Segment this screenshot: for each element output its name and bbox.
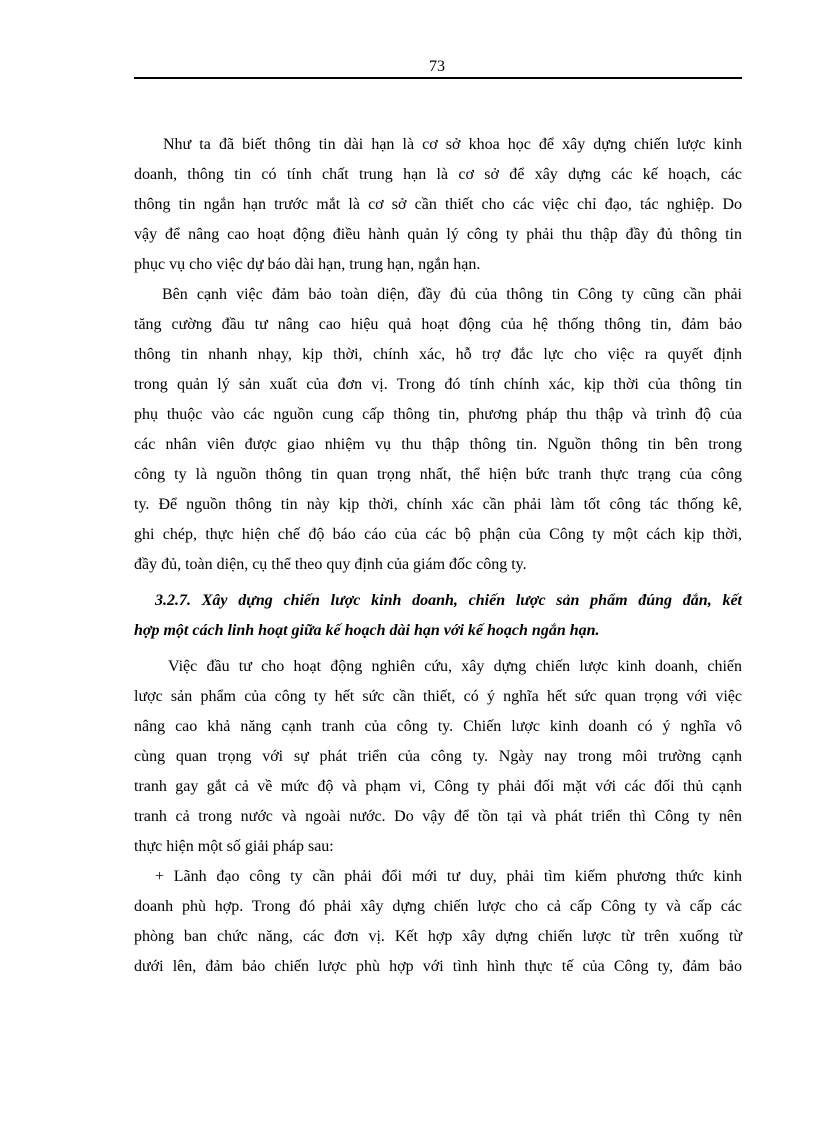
paragraph-2	[134, 280, 742, 580]
paragraph-3	[134, 652, 742, 862]
text-line: trong quản lý sản xuất của đơn vị. Trong đó tính chính xác, kịp thời của thông tin	[134, 376, 742, 393]
page-number: 73	[429, 58, 445, 75]
text-line: phòng ban chức năng, các đơn vị. Kết hợp xây dựng chiến lược từ trên xuống từ	[134, 928, 742, 945]
text-line: các nhân viên được giao nhiệm vụ thu thập thông tin. Nguồn thông tin bên trong	[134, 436, 742, 453]
text-line: ty. Để nguồn thông tin này kịp thời, chính xác cần phải làm tốt công tác thống kê,	[134, 496, 742, 513]
text-line: thông tin ngắn hạn trước mắt là cơ sở cần thiết cho các việc chỉ đạo, tác nghiệp. Do	[134, 196, 742, 213]
text-line: dưới lên, đảm bảo chiến lược phù hợp với tình hình thực tế của Công ty, đảm bảo	[134, 958, 742, 975]
text-line: ghi chép, thực hiện chế độ báo cáo của các bộ phận của Công ty một cách kịp thời,	[134, 526, 742, 543]
text-line: tranh gay gắt cả về mức độ và phạm vi, Công ty phải đối mặt với các đối thủ cạnh	[134, 778, 742, 795]
text-line: doanh, thông tin có tính chất trung hạn là cơ sở để xây dựng các kế hoạch, các	[134, 166, 742, 183]
section-heading	[134, 586, 742, 646]
text-line: công ty là nguồn thông tin quan trọng nhất, thể hiện bức tranh thực trạng của công	[134, 466, 742, 483]
text-line: Việc đầu tư cho hoạt động nghiên cứu, xây dựng chiến lược kinh doanh, chiến	[168, 658, 742, 675]
text-line: thực hiện một số giải pháp sau:	[134, 838, 334, 855]
heading-line: hợp một cách linh hoạt giữa kế hoạch dài hạn với kế hoạch ngắn hạn.	[134, 622, 600, 639]
text-line: doanh phù hợp. Trong đó phải xây dựng chiến lược cho cả cấp Công ty và cấp các	[134, 898, 742, 915]
text-line: phục vụ cho việc dự báo dài hạn, trung hạn, ngắn hạn.	[134, 256, 481, 273]
text-line: Bên cạnh việc đảm bảo toàn diện, đầy đủ của thông tin Công ty cũng cần phải	[162, 286, 742, 303]
text-line: tranh cả trong nước và ngoài nước. Do vậy để tồn tại và phát triển thì Công ty nên	[134, 808, 742, 825]
paragraph-1	[134, 130, 742, 280]
heading-line: 3.2.7. Xây dựng chiến lược kinh doanh, chiến lược sản phẩm đúng đắn, kết	[155, 592, 742, 609]
text-line: lược sản phẩm của công ty hết sức cần thiết, có ý nghĩa hết sức quan trọng với việc	[134, 688, 742, 705]
text-line: vậy để nâng cao hoạt động điều hành quản lý công ty phải thu thập đầy đủ thông tin	[134, 226, 742, 243]
text-line: + Lãnh đạo công ty cần phải đổi mới tư duy, phải tìm kiếm phương thức kinh	[155, 868, 742, 885]
text-line: phụ thuộc vào các nguồn cung cấp thông tin, phương pháp thu thập và trình độ của	[134, 406, 742, 423]
text-line: cùng quan trọng với sự phát triển của công ty. Ngày nay trong môi trường cạnh	[134, 748, 742, 765]
bullet-paragraph	[134, 862, 742, 982]
text-line: thông tin nhanh nhạy, kịp thời, chính xác, hỗ trợ đắc lực cho việc ra quyết định	[134, 346, 742, 363]
text-line: nâng cao khả năng cạnh tranh của công ty. Chiến lược kinh doanh có ý nghĩa vô	[134, 718, 742, 735]
header-rule	[134, 77, 742, 79]
text-line: Như ta đã biết thông tin dài hạn là cơ sở khoa học để xây dựng chiến lược kinh	[163, 136, 742, 153]
text-line: tăng cường đầu tư nâng cao hiệu quả hoạt động của hệ thống thông tin, đảm bảo	[134, 316, 742, 333]
text-line: đầy đủ, toàn diện, cụ thể theo quy định của giám đốc công ty.	[134, 556, 527, 573]
